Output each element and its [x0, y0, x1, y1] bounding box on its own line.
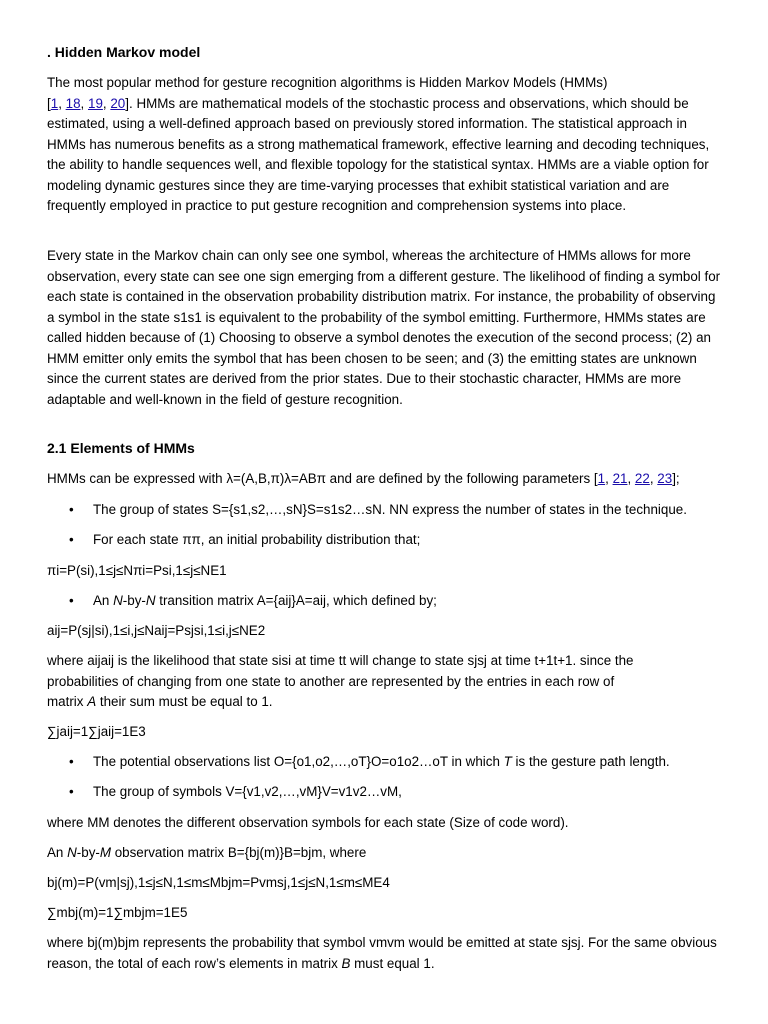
- list-item-text: An N-by-N transition matrix A={aij}A=aij, which defined by;: [93, 593, 437, 608]
- subsection-heading: 2.1 Elements of HMMs: [47, 440, 195, 456]
- section-heading: . Hidden Markov model: [47, 44, 201, 60]
- equation-e4: bj(m)=P(vm|sj),1≤j≤N,1≤m≤Mbjm=Pvmsj,1≤j≤N,1≤m≤ME4: [47, 875, 390, 890]
- equation-e5: ∑mbj(m)=1∑mbjm=1E5: [47, 905, 188, 920]
- citation-link[interactable]: 22: [634, 471, 650, 486]
- citation-link[interactable]: 1: [597, 471, 606, 486]
- citation-link[interactable]: 18: [65, 95, 81, 111]
- bullet-icon: •: [69, 593, 74, 608]
- citation-link[interactable]: 1: [50, 95, 59, 111]
- paragraph-hmm-intro: The most popular method for gesture recognition algorithms is Hidden Markov Models (HMMs) [1, 18, 19, 20]. HMMs are mathematical models of the stochastic process and observations, which should be estimated, using a well-defined approach based on previously stored information. The statistical approach in HMMs has numerous benefits as a strong mathematical framework, effective learning and decoding techniques, the ability to handle sequences well, and flexible topology for the statistical syntax. HMMs are a viable option for modeling dynamic gestures since they are time-varying processes that exhibit statistical variation and are frequently employed in practice to put gesture recognition and comprehension systems into place.: [47, 75, 710, 213]
- equation-e1: πi=P(si),1≤j≤Nπi=Psi,1≤j≤NE1: [47, 563, 227, 578]
- list-item-text: The group of states S={s1,s2,…,sN}S=s1s2…sN. NN express the number of states in the technique.: [93, 502, 687, 517]
- bullet-icon: •: [69, 502, 74, 517]
- equation-e2: aij=P(sj|si),1≤i,j≤Naij=Psjsi,1≤i,j≤NE2: [47, 623, 266, 638]
- citation-link[interactable]: 19: [88, 95, 103, 111]
- paragraph-parameters: HMMs can be expressed with λ=(A,B,π)λ=ABπ and are defined by the following parameters [1, 21, 22, 23];: [47, 471, 680, 486]
- bullet-icon: •: [69, 532, 74, 547]
- paragraph-lead: HMMs can be expressed with λ=(A,B,π)λ=ABπ and are defined by the following parameters [: [47, 471, 598, 486]
- paragraph-emission: where bj(m)bjm represents the probability that symbol vmvm would be emitted at state sjsj. For the same obvious reason, the total of each row’s elements in matrix B must equal 1.: [47, 935, 717, 971]
- bracket-open: [: [47, 95, 51, 111]
- paragraph-lead: The most popular method for gesture recognition algorithms is Hidden Markov Models (HMMs): [47, 75, 608, 90]
- list-item-text: The potential observations list O={o1,o2,…,oT}O=o1o2…oT in which T is the gesture path length.: [93, 754, 670, 769]
- bracket-close: ];: [672, 471, 680, 486]
- bullet-icon: •: [69, 784, 74, 799]
- bullet-icon: •: [69, 754, 74, 769]
- list-item-text: The group of symbols V={v1,v2,…,vM}V=v1v2…vM,: [93, 784, 402, 799]
- paragraph-markov-chain: Every state in the Markov chain can only see one symbol, whereas the architecture of HMMs allows for more observation, every state can see one sign emerging from a different gesture. The likelihood of finding a symbol for each state is contained in the observation probability distribution matrix. For instance, the probability of observing a symbol in the state s1s1 is equivalent to the probability of the symbol emitting. Furthermore, HMMs states are called hidden because of (1) Choosing to observe a symbol denotes the execution of the second process; (2) an HMM emitter only emits the symbol that has been chosen to be seen; and (3) the emitting states are unknown since the current states are derived from the prior states. Due to their stochastic character, HMMs are more adaptable and well-known in the field of gesture recognition.: [47, 248, 721, 407]
- bracket-close: ].: [125, 95, 137, 111]
- list-item-text: For each state ππ, an initial probability distribution that;: [93, 532, 421, 547]
- citation-link[interactable]: 21: [612, 471, 628, 486]
- paragraph-symbols: where MM denotes the different observation symbols for each state (Size of code word).: [47, 815, 569, 830]
- equation-e3: ∑jaij=1∑jaij=1E3: [47, 724, 146, 739]
- paragraph-rest: HMMs are mathematical models of the stochastic process and observations, which should be estimated, using a well-defined approach based on previously stored information. The statistical approach in HMMs has numerous benefits as a strong mathematical framework, effective learning and decoding techniques, the ability to handle sequences well, and flexible topology for the statistical syntax. HMMs are a viable option for modeling dynamic gestures since they are time-varying processes that exhibit statistical variation and are frequently employed in practice to put gesture recognition and comprehension systems into place.: [47, 95, 710, 213]
- citation-link[interactable]: 20: [110, 95, 126, 111]
- paragraph-observation-matrix: An N-by-M observation matrix B={bj(m)}B=bjm, where: [47, 845, 367, 860]
- citation-link[interactable]: 23: [657, 471, 673, 486]
- paragraph-transition: where aijaij is the likelihood that state sisi at time tt will change to state sjsj at time t+1t+1. since the probabilities of changing from one state to another are represented by the entries in each row of matrix A their sum must be equal to 1.: [47, 653, 634, 709]
